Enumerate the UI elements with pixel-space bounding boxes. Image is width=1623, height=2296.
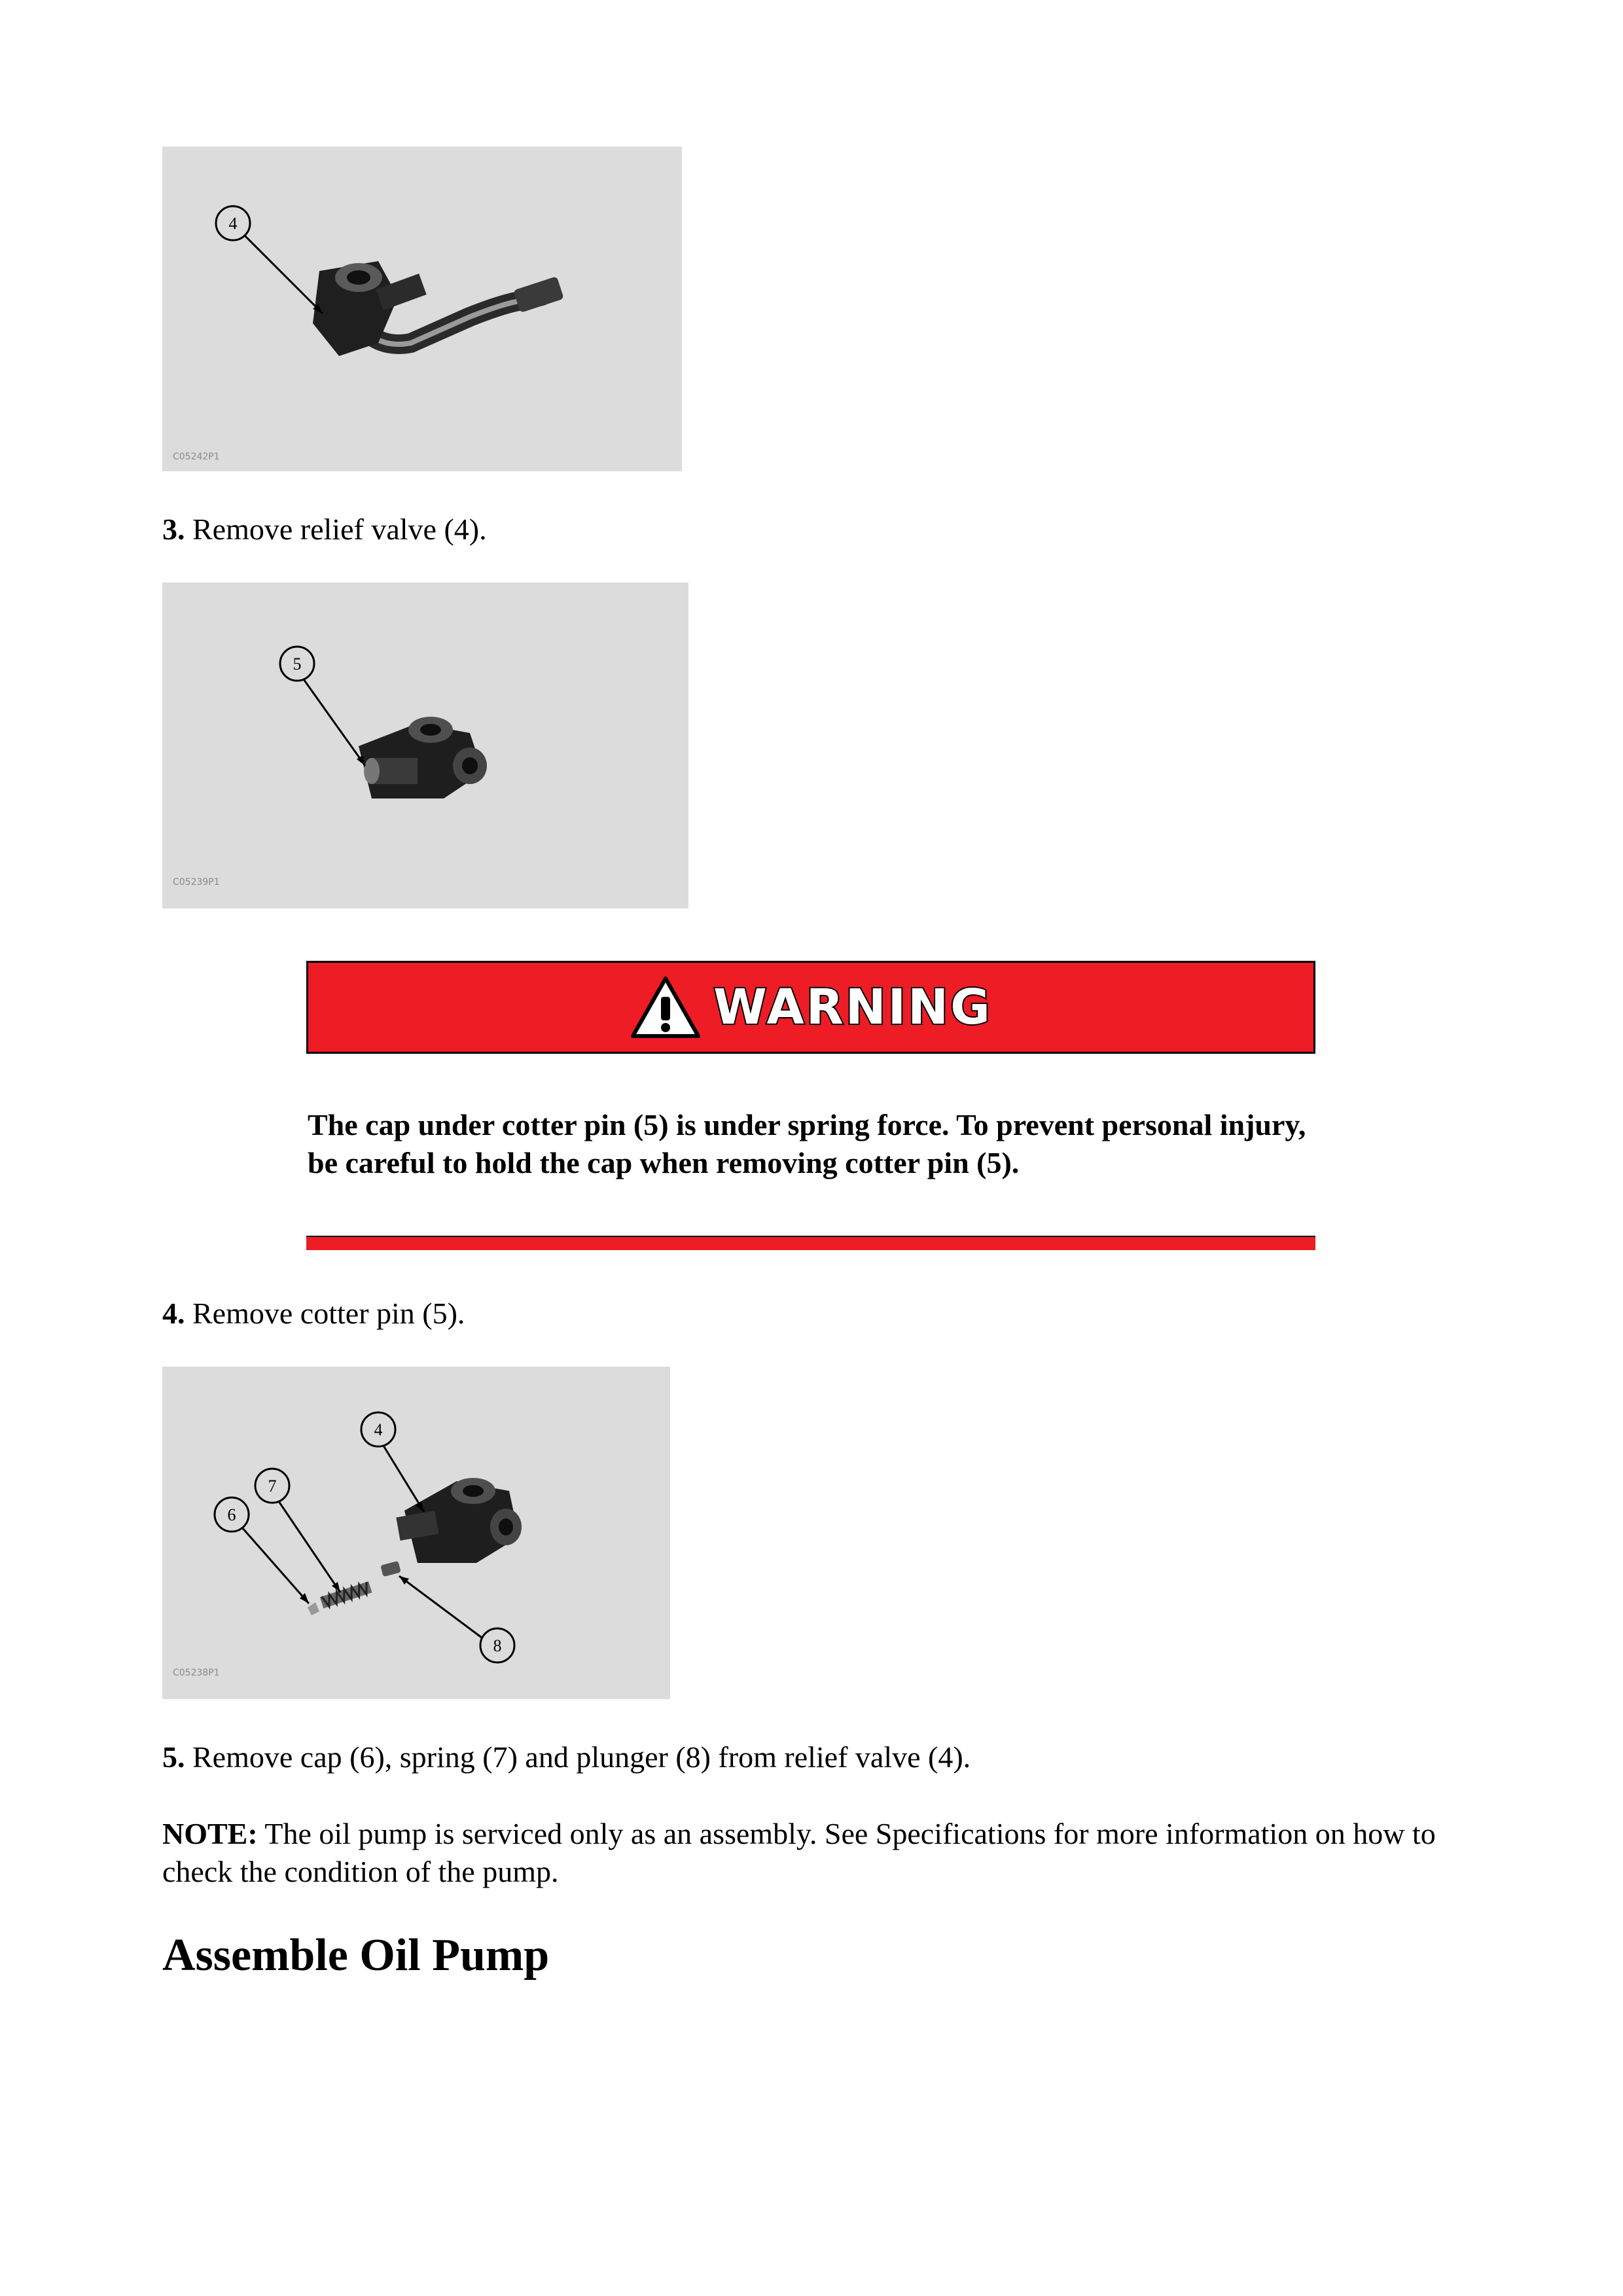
- figure-relief-valve: [162, 147, 682, 471]
- warning-label: WARNING: [713, 979, 992, 1035]
- step-number: 4.: [162, 1297, 185, 1330]
- note-text: The oil pump is serviced only as an assembly. See Specifications for more information on how to check the condition of the pump.: [162, 1817, 1436, 1888]
- figure-code: C05242P1: [173, 452, 220, 462]
- warning-triangle-icon: [630, 975, 702, 1040]
- note-label: NOTE:: [162, 1817, 258, 1850]
- callout-7: 7: [268, 1477, 277, 1496]
- step-4: [162, 1295, 465, 1333]
- note: [162, 1815, 1471, 1891]
- step-number: 5.: [162, 1740, 185, 1774]
- section-heading: Assemble Oil Pump: [162, 1930, 550, 1981]
- callout-5: 5: [293, 655, 302, 673]
- step-text: Remove cap (6), spring (7) and plunger (8) from relief valve (4).: [185, 1740, 971, 1774]
- step-3: [162, 511, 487, 548]
- figure-code: C05239P1: [173, 877, 220, 888]
- callout-8: 8: [493, 1636, 502, 1655]
- figure-relief-valve-exploded: [162, 1367, 670, 1699]
- relief-valve-exploded-illustration: [162, 1367, 670, 1699]
- step-number: 3.: [162, 512, 185, 546]
- step-text: Remove cotter pin (5).: [185, 1297, 465, 1330]
- callout-4: 4: [228, 214, 238, 233]
- callout-6: 6: [227, 1505, 236, 1524]
- valve-cotter-pin-illustration: [162, 583, 688, 908]
- relief-valve-illustration: [162, 147, 682, 471]
- step-5: [162, 1738, 971, 1776]
- figure-cotter-pin: [162, 583, 688, 908]
- warning-text: The cap under cotter pin (5) is under spring force. To prevent personal injury, be careful to hold the cap when removing cotter pin (5).: [308, 1108, 1306, 1179]
- callout-4: 4: [374, 1420, 383, 1439]
- warning-divider: [306, 1236, 1315, 1250]
- figure-code: C05238P1: [173, 1668, 220, 1678]
- warning-banner: [306, 961, 1315, 1054]
- step-text: Remove relief valve (4).: [185, 512, 487, 546]
